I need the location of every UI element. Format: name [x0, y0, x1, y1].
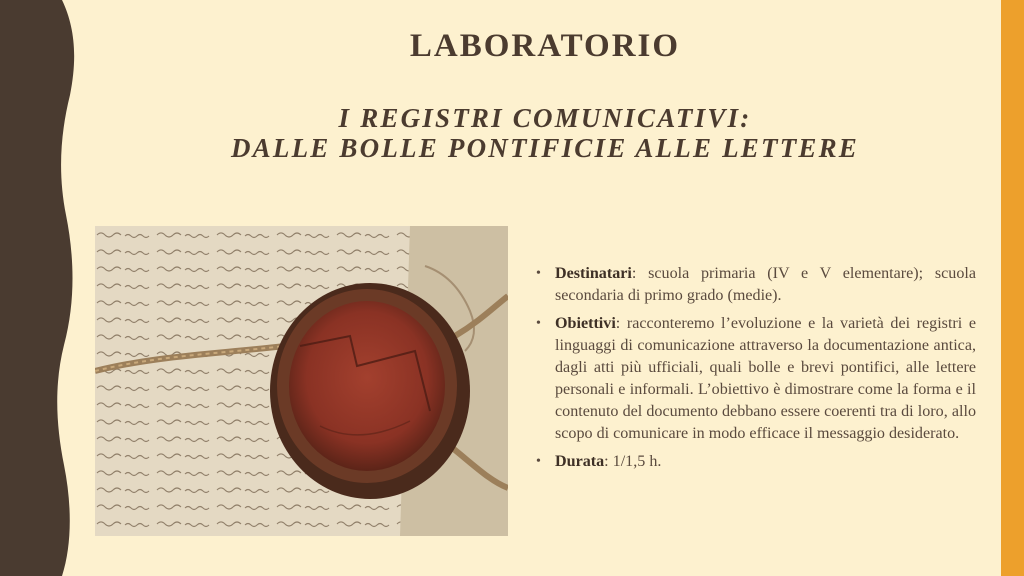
- bullet-label-destinatari: Destinatari: [555, 265, 632, 282]
- papal-seal-document-icon: [95, 226, 508, 536]
- right-accent-band: [1001, 0, 1024, 576]
- bullet-marker: •: [536, 266, 541, 281]
- slide-title: LABORATORIO: [409, 28, 681, 64]
- papal-seal-photo: [95, 226, 508, 536]
- subtitle-line-1: I REGISTRI COMUNICATIVI:: [338, 103, 752, 133]
- bullet-list: [536, 263, 976, 479]
- subtitle-line-2: DALLE BOLLE PONTIFICIE ALLE LETTERE: [230, 133, 860, 163]
- bullet-text-obiettivi: : racconteremo l’evoluzione e la varietà dei registri e linguaggi di comunicazione attraverso la documentazione antica, dagli atti più ufficiali, quali bolle e brevi pontifici, alle lettere personali e informali. L’obiettivo è dimostrare come la forma e il contenuto del documento debbano essere coerenti tra di loro, allo scopo di comunicare in modo efficace il messaggio desiderato.: [555, 315, 976, 442]
- bullet-marker: •: [536, 316, 541, 331]
- bullet-obiettivi: [536, 313, 976, 445]
- bullet-durata: [536, 451, 976, 473]
- bullet-destinatari: [536, 263, 976, 307]
- bullet-text-destinatari: : scuola primaria (IV e V elementare); scuola secondaria di primo grado (medie).: [555, 265, 976, 304]
- left-wavy-band: [0, 0, 90, 576]
- bullet-label-obiettivi: Obiettivi: [555, 315, 616, 332]
- slide-subtitle: [150, 103, 940, 163]
- bullet-marker: •: [536, 454, 541, 469]
- bullet-label-durata: Durata: [555, 453, 605, 470]
- bullet-text-durata: : 1/1,5 h.: [604, 453, 662, 470]
